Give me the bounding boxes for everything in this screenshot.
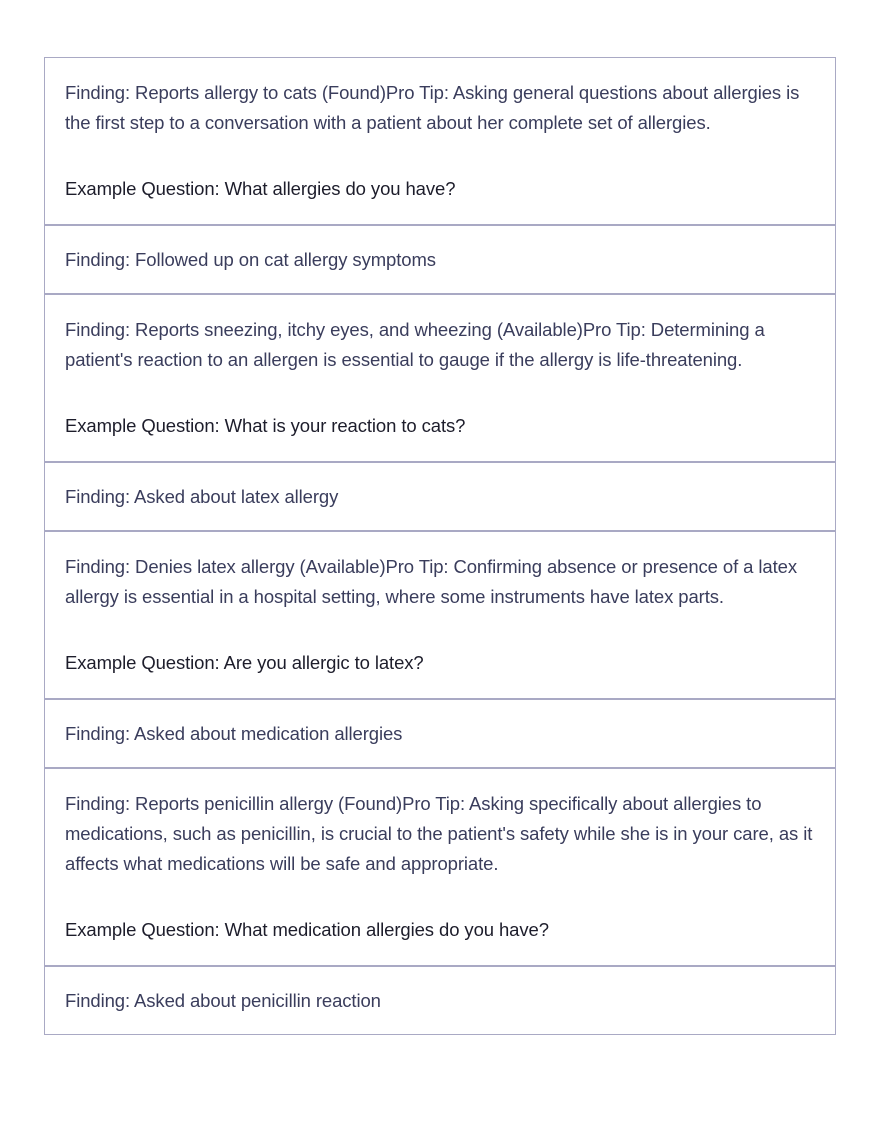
finding-row-cat-symptoms bbox=[45, 224, 835, 293]
finding-text: Finding: Asked about penicillin reaction bbox=[65, 989, 381, 1011]
example-question: Example Question: What medication allergies do you have? bbox=[65, 919, 549, 940]
finding-text: Finding: Denies latex allergy (Available)Pro Tip: Confirming absence or presence of a latex allergy is essential in a hospital setting, where some instruments have latex parts. bbox=[65, 556, 797, 607]
finding-row-penicillin-reaction bbox=[45, 965, 835, 1034]
finding-text: Finding: Asked about medication allergies bbox=[65, 722, 403, 744]
finding-text: Finding: Reports sneezing, itchy eyes, and wheezing (Available)Pro Tip: Determining a patient's reaction to an allergen is essential to gauge if the allergy is life-threatening. bbox=[65, 319, 765, 370]
finding-text: Finding: Reports allergy to cats (Found)Pro Tip: Asking general questions about allergies is the first step to a conversation with a patient about her complete set of allergies. bbox=[65, 82, 800, 133]
findings-table bbox=[44, 57, 836, 1035]
example-question: Example Question: Are you allergic to latex? bbox=[65, 652, 424, 673]
finding-row-medication-asked bbox=[45, 698, 835, 767]
finding-text: Finding: Asked about latex allergy bbox=[65, 485, 339, 507]
finding-row-cat-reaction bbox=[45, 293, 835, 461]
example-question: Example Question: What allergies do you have? bbox=[65, 178, 456, 199]
finding-text: Finding: Followed up on cat allergy symptoms bbox=[65, 248, 436, 270]
finding-row-latex-asked bbox=[45, 461, 835, 530]
finding-text: Finding: Reports penicillin allergy (Found)Pro Tip: Asking specifically about allergies to medications, such as penicillin, is crucial to the patient's safety while she is in your care, as it affects what medications will be safe and appropriate. bbox=[65, 793, 813, 874]
finding-row-penicillin-allergy bbox=[45, 767, 835, 965]
example-question: Example Question: What is your reaction to cats? bbox=[65, 415, 466, 436]
finding-row-cat-allergy bbox=[45, 58, 835, 224]
finding-row-latex-denied bbox=[45, 530, 835, 698]
